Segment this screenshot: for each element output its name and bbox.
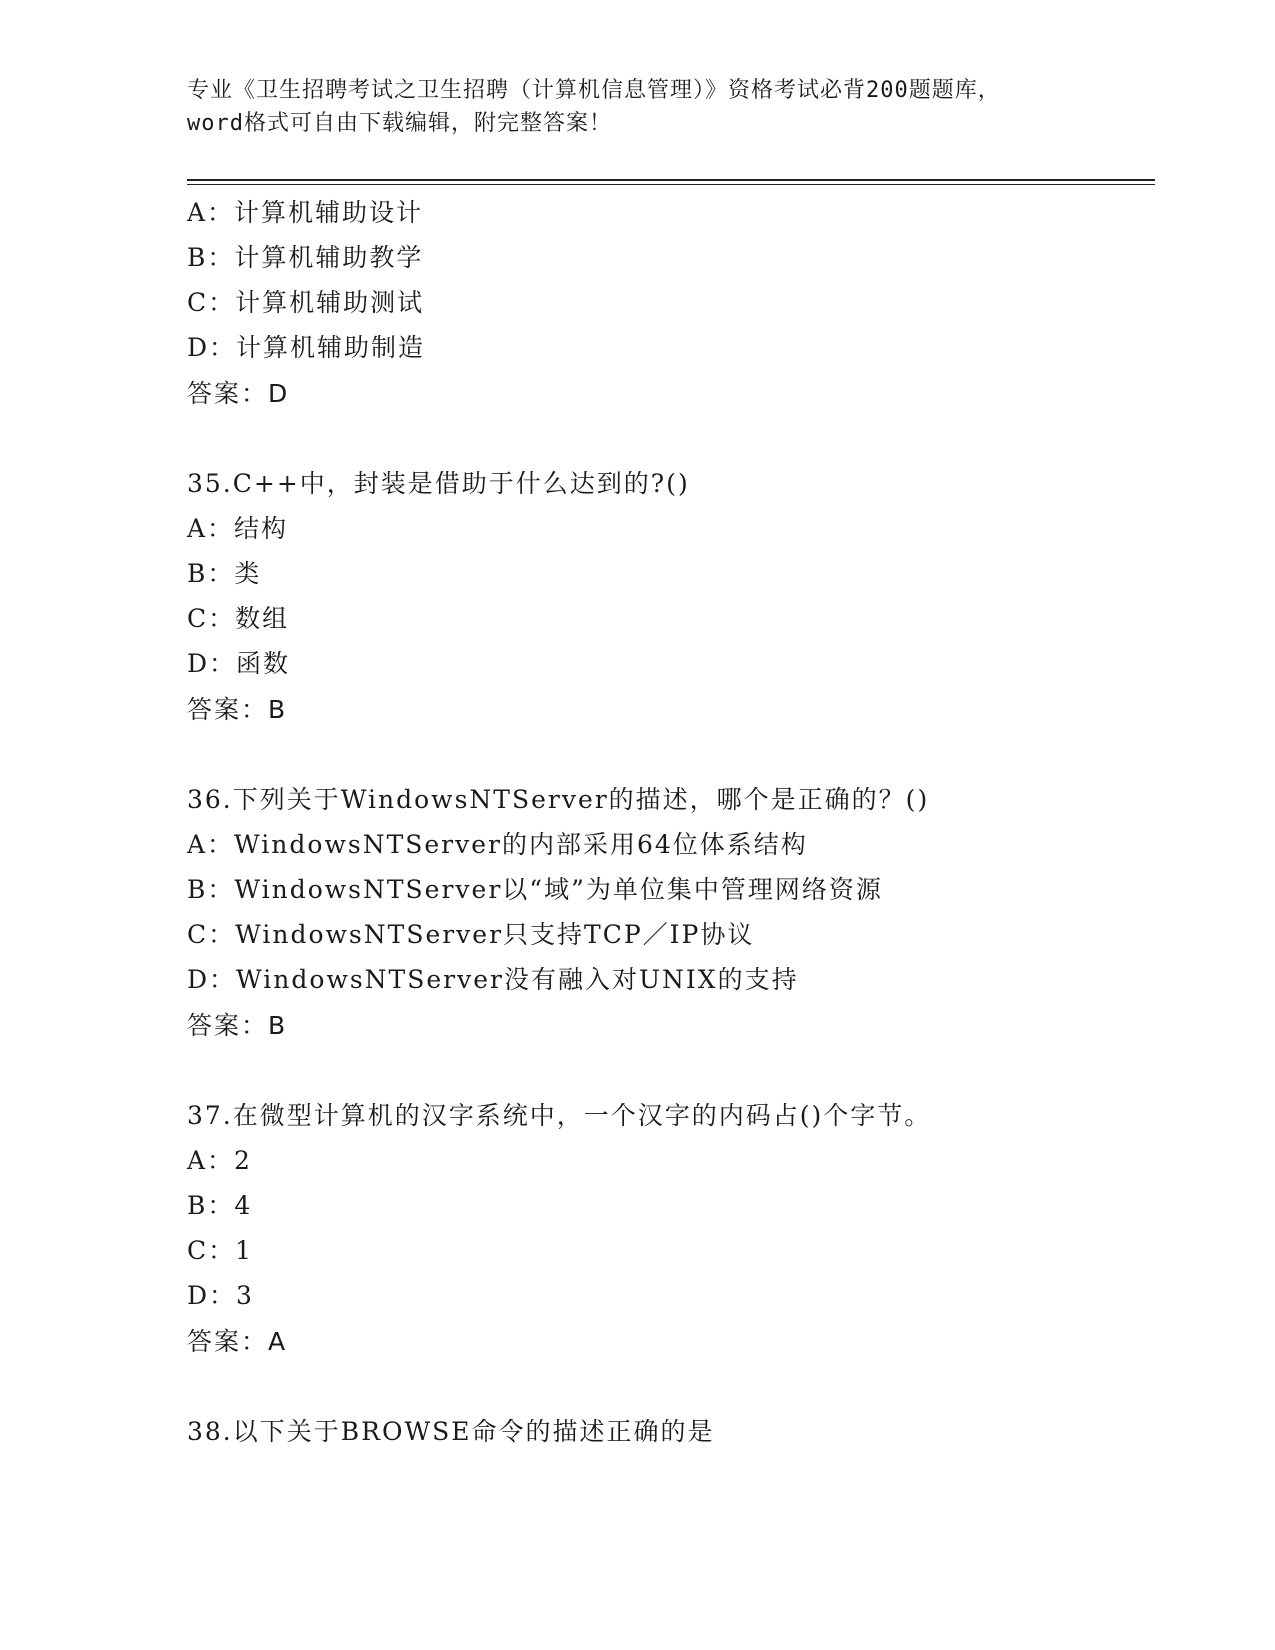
q34-option-c: C：计算机辅助测试: [187, 288, 425, 317]
q35-answer: 答案：B: [187, 695, 288, 724]
q37-option-a: A：2: [187, 1146, 252, 1175]
document-header: [187, 74, 1087, 140]
q36-option-a: A：WindowsNTServer的内部采用64位体系结构: [187, 830, 808, 859]
q35-option-c: C：数组: [187, 604, 290, 633]
header-divider-thin: [187, 184, 1155, 185]
q34-option-a: A：计算机辅助设计: [187, 198, 424, 227]
q36-option-b: B：WindowsNTServer以“域”为单位集中管理网络资源: [187, 875, 883, 904]
q34-answer: 答案：D: [187, 379, 290, 408]
q37-option-c: C：1: [187, 1236, 254, 1265]
q35-option-a: A：结构: [187, 514, 289, 543]
q35-question: 35.C++中，封装是借助于什么达到的?(): [187, 469, 690, 498]
q37-answer: 答案：A: [187, 1327, 288, 1356]
q37-question: 37.在微型计算机的汉字系统中，一个汉字的内码占()个字节。: [187, 1101, 932, 1130]
q37-option-b: B：4: [187, 1191, 253, 1220]
q36-option-c: C：WindowsNTServer只支持TCP／IP协议: [187, 920, 755, 949]
header-line-1: 专业《卫生招聘考试之卫生招聘（计算机信息管理）》资格考试必背200题题库，: [187, 78, 1001, 103]
q37-option-d: D：3: [187, 1281, 254, 1310]
q36-option-d: D：WindowsNTServer没有融入对UNIX的支持: [187, 965, 799, 994]
q35-option-b: B：类: [187, 559, 262, 588]
q36-question: 36.下列关于WindowsNTServer的描述，哪个是正确的？(): [187, 785, 930, 814]
q36-answer: 答案：B: [187, 1011, 288, 1040]
q35-option-d: D：函数: [187, 649, 291, 678]
header-divider-thick: [187, 179, 1155, 181]
q34-option-d: D：计算机辅助制造: [187, 333, 426, 362]
q34-option-b: B：计算机辅助教学: [187, 243, 424, 272]
header-line-2: word格式可自由下载编辑，附完整答案！: [187, 111, 612, 136]
q38-question: 38.以下关于BROWSE命令的描述正确的是: [187, 1417, 715, 1446]
